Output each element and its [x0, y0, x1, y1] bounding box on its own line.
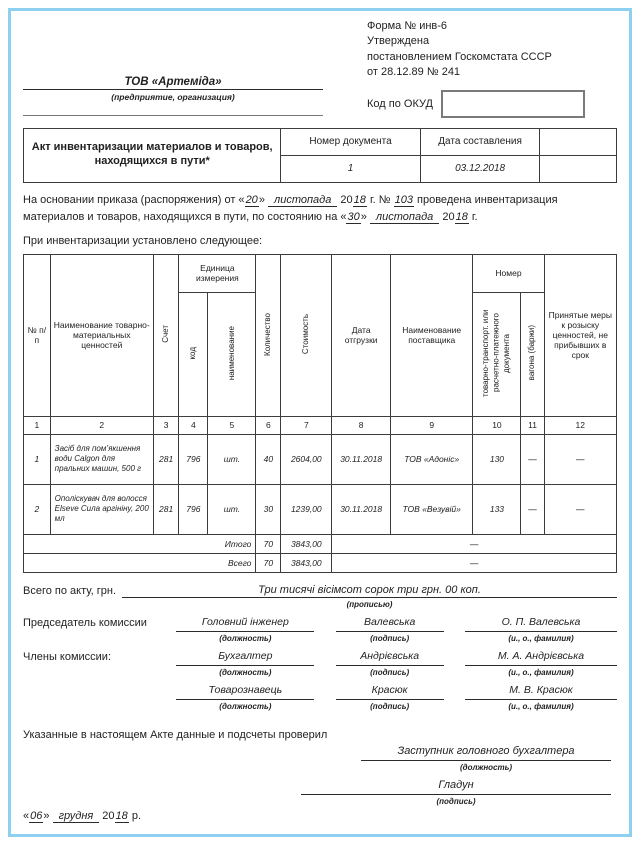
position-caption: (должность)	[219, 701, 272, 711]
name-field	[465, 650, 617, 677]
col-header-supplier: Наименование поставщика	[391, 254, 473, 416]
cell-unit-name: шт.	[208, 484, 256, 534]
col-header-cost: Стоимость	[281, 254, 332, 416]
doc-number-header: Номер документа	[281, 128, 420, 155]
cell-name: Засіб для пом’якшення води Calgon для пральних машин, 500 г	[50, 434, 153, 484]
name-caption: (и., о., фамилия)	[508, 667, 574, 677]
name-value: О. П. Валевська	[465, 616, 617, 632]
okud-label: Код по ОКУД	[367, 97, 433, 110]
cell-ship-date: 30.11.2018	[332, 434, 391, 484]
signature-caption: (подпись)	[370, 667, 410, 677]
col-group-number: Номер	[473, 254, 544, 292]
grand-total-row	[24, 553, 617, 572]
company-name-field: ТОВ «Артеміда»	[23, 76, 323, 90]
table-row	[24, 434, 617, 484]
col-header-no: № п/п	[24, 254, 51, 416]
cell-qty: 30	[256, 484, 281, 534]
cell-unit-name: шт.	[208, 434, 256, 484]
signature-value: Валевська	[336, 616, 444, 632]
cell-cost: 1239,00	[281, 484, 332, 534]
verifier-position-caption: (должность)	[459, 762, 513, 772]
title-block-table	[23, 128, 617, 183]
cell-account: 281	[153, 434, 178, 484]
signature-row-chairman	[23, 616, 617, 643]
position-caption: (должность)	[219, 667, 272, 677]
compose-date-header: Дата составления	[420, 128, 540, 155]
footer-year-fill: 18	[115, 810, 128, 822]
footer-day-fill: 06	[30, 810, 43, 822]
verifier-signature-field	[301, 779, 611, 806]
state-month-fill: листопада	[370, 211, 439, 224]
cell-measures: —	[544, 484, 616, 534]
cell-account: 281	[153, 484, 178, 534]
compose-date-value: 03.12.2018	[420, 155, 540, 182]
members-label: Члены комиссии:	[23, 650, 112, 663]
position-field	[176, 616, 314, 643]
subtotal-row	[24, 534, 617, 553]
order-year-fill: 18	[353, 193, 366, 206]
okud-row	[367, 90, 617, 118]
total-in-words	[23, 584, 617, 609]
col-group-unit: Единица измерения	[179, 254, 256, 292]
order-day-fill: 20	[245, 193, 258, 206]
company-caption: (предприятие, организация)	[111, 91, 235, 102]
name-field	[465, 684, 617, 711]
state-year-fill: 18	[455, 210, 468, 223]
col-header-unit-name: наименование	[208, 292, 256, 416]
total-in-words-field	[122, 584, 617, 609]
doc-number-value: 1	[281, 155, 420, 182]
cell-no: 1	[24, 434, 51, 484]
title-empty-cell-bottom	[540, 155, 617, 182]
cell-wagon: —	[521, 434, 544, 484]
name-caption: (и., о., фамилия)	[508, 701, 574, 711]
name-value: М. А. Андрієвська	[465, 650, 617, 666]
column-numbers-row: 1 2 3 4 5 6 7 8 9 10 11 12	[24, 416, 617, 434]
subtotal-cost: 3843,00	[281, 534, 332, 553]
cell-name: Ополіскувач для волосся Elseve Сила аргініну, 200 мл	[50, 484, 153, 534]
total-in-words-label: Всего по акту, грн.	[23, 584, 117, 597]
footer-date: «06» грудня 2018 р.	[23, 810, 142, 822]
signature-value: Андрієвська	[336, 650, 444, 666]
cell-qty: 40	[256, 434, 281, 484]
form-number-line: Форма № инв-6	[367, 20, 448, 32]
preamble-paragraph: На основании приказа (распоряжения) от «20» листопада 2018 г. № 103 проведена инвентаризация материалов и товаров, находящихся в пути, по состоянию на «30» листопада 2018 г.	[23, 193, 558, 223]
cell-unit-code: 796	[179, 434, 208, 484]
cell-unit-code: 796	[179, 484, 208, 534]
preamble-text: На основании приказа (распоряжения) от «	[23, 193, 245, 206]
col-header-name: Наименование товарно-материальных ценностей	[50, 254, 153, 416]
verifier-signature-caption: (подпись)	[436, 796, 476, 806]
document-page	[8, 8, 632, 837]
col-header-account: Счет	[153, 254, 178, 416]
cell-doc-no: 133	[473, 484, 521, 534]
col-header-doc-number: товарно-транспорт. или расчетно-платежного документа	[473, 292, 521, 416]
cell-wagon: —	[521, 484, 544, 534]
signature-value: Красюк	[336, 684, 444, 700]
subtotal-label: Итого	[24, 534, 256, 553]
form-date-line: от 28.12.89 № 241	[367, 66, 461, 79]
position-caption: (должность)	[219, 633, 272, 643]
col-header-unit-code: код	[179, 292, 208, 416]
cell-measures: —	[544, 434, 616, 484]
grand-total-label: Всего	[24, 553, 256, 572]
cell-ship-date: 30.11.2018	[332, 484, 391, 534]
signature-field	[336, 650, 444, 677]
table-row	[24, 484, 617, 534]
company-blank-line	[23, 102, 323, 116]
subtotal-rest: —	[332, 534, 617, 553]
total-in-words-caption: (прописью)	[346, 599, 393, 609]
cell-supplier: ТОВ «Адоніс»	[391, 434, 473, 484]
cell-supplier: ТОВ «Везувій»	[391, 484, 473, 534]
chairman-label: Председатель комиссии	[23, 616, 147, 629]
order-month-fill: листопада	[268, 194, 337, 207]
title-empty-cell-top	[540, 128, 617, 155]
position-value: Головний інженер	[176, 616, 314, 632]
cell-no: 2	[24, 484, 51, 534]
signature-row-member-1	[23, 650, 617, 677]
verifier-position-value: Заступник головного бухгалтера	[361, 745, 611, 761]
verifier-position-field	[361, 745, 611, 772]
empty-label	[23, 684, 155, 685]
name-value: М. В. Красюк	[465, 684, 617, 700]
total-in-words-value: Три тисячі вісімсот сорок три грн. 00 коп.	[122, 584, 617, 598]
grand-total-rest: —	[332, 553, 617, 572]
signature-field	[336, 684, 444, 711]
col-header-measures: Принятые меры к розыску ценностей, не прибывших в срок	[544, 254, 616, 416]
verifier-signature-value: Гладун	[301, 779, 611, 795]
position-field	[176, 684, 314, 711]
grand-total-cost: 3843,00	[281, 553, 332, 572]
document-title: Акт инвентаризации материалов и товаров, находящихся в пути*	[24, 128, 281, 182]
signature-caption: (подпись)	[370, 633, 410, 643]
document-header	[23, 19, 617, 118]
intro-line: При инвентаризации установлено следующее:	[23, 234, 263, 247]
name-caption: (и., о., фамилия)	[508, 633, 574, 643]
inventory-table	[23, 254, 617, 573]
signature-caption: (подпись)	[370, 701, 410, 711]
col-header-ship-date: Дата отгрузки	[332, 254, 391, 416]
cell-cost: 2604,00	[281, 434, 332, 484]
signature-row-member-2	[23, 684, 617, 711]
form-info-block	[367, 19, 617, 118]
company-block	[23, 76, 323, 116]
subtotal-qty: 70	[256, 534, 281, 553]
name-field	[465, 616, 617, 643]
position-field	[176, 650, 314, 677]
okud-code-box	[441, 90, 585, 118]
form-decree-line: постановлением Госкомстата СССР	[367, 50, 552, 63]
col-header-quantity: Количество	[256, 254, 281, 416]
cell-doc-no: 130	[473, 434, 521, 484]
position-value: Бухгалтер	[176, 650, 314, 666]
col-header-wagon: вагона (баржи)	[521, 292, 544, 416]
form-approved-line: Утверждена	[367, 35, 430, 48]
state-day-fill: 30	[347, 210, 360, 223]
verification-text: Указанные в настоящем Акте данные и подсчеты проверил	[23, 728, 328, 741]
footer-month-fill: грудня	[53, 810, 100, 823]
position-value: Товарознавець	[176, 684, 314, 700]
grand-total-qty: 70	[256, 553, 281, 572]
order-number-fill: 103	[394, 193, 413, 206]
signature-field	[336, 616, 444, 643]
